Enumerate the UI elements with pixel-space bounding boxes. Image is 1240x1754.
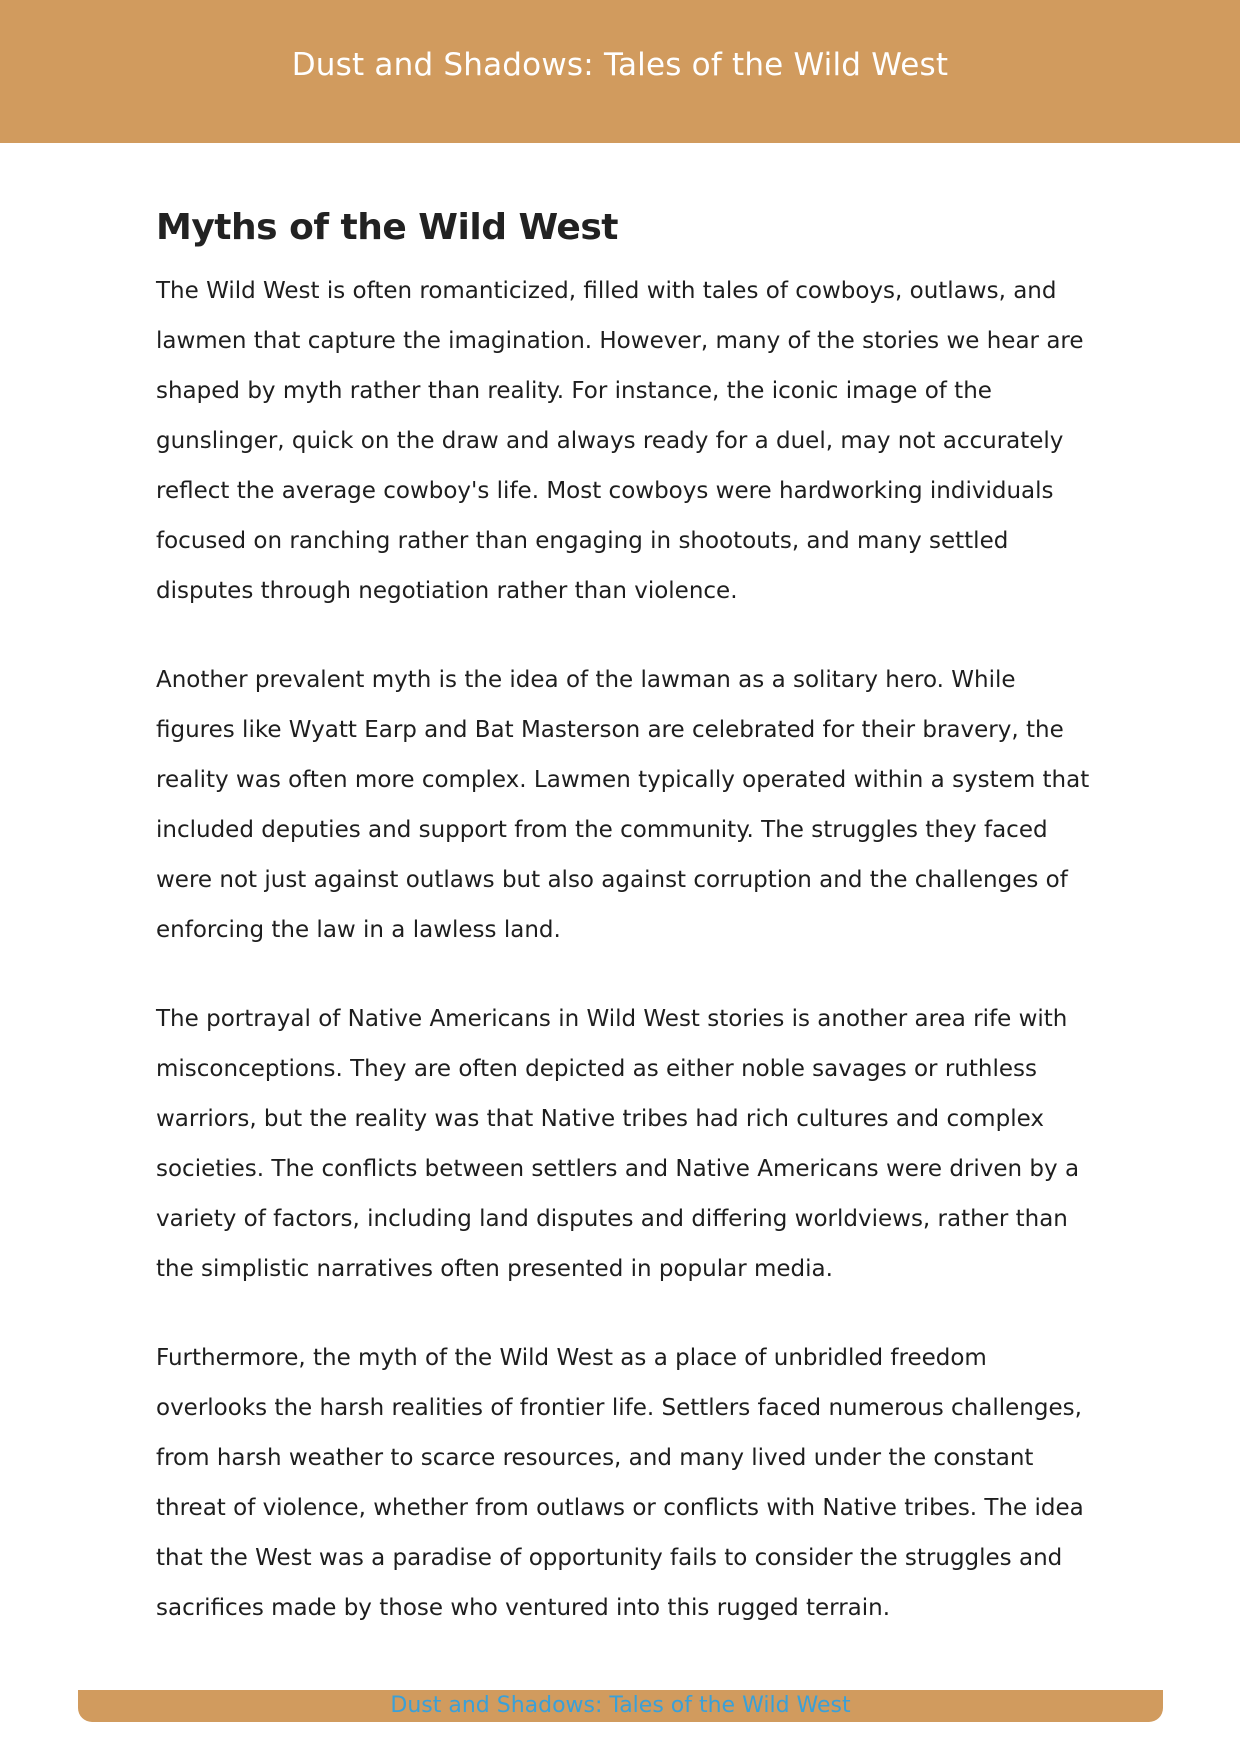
article — [156, 200, 1096, 1672]
paragraph-1: The Wild West is often romanticized, filled with tales of cowboys, outlaws, and lawmen that capture the imagination. However, many of the stories we hear are shaped by myth rather than reality. For instance, the iconic image of the gunslinger, quick on the draw and always ready for a duel, may not accurately reflect the average cowboy's life. Most cowboys were hardworking individuals focused on ranching rather than engaging in shootouts, and many settled disputes through negotiation rather than violence. — [156, 278, 1084, 604]
header-title: Dust and Shadows: Tales of the Wild West — [291, 46, 949, 83]
page-title: Myths of the Wild West — [156, 207, 618, 248]
header-banner — [0, 0, 1240, 143]
footer-bar — [78, 1690, 1163, 1722]
footer-text: Dust and Shadows: Tales of the Wild West — [390, 1693, 851, 1718]
paragraph-3: The portrayal of Native Americans in Wild West stories is another area rife with misconceptions. They are often depicted as either noble savages or ruthless warriors, but the reality was that Native tribes had rich cultures and complex societies. The conflicts between settlers and Native Americans were driven by a variety of factors, including land disputes and differing worldviews, rather than the simplistic narratives often presented in popular media. — [156, 1006, 1080, 1282]
paragraph-2: Another prevalent myth is the idea of the lawman as a solitary hero. While figures like Wyatt Earp and Bat Masterson are celebrated for their bravery, the reality was often more complex. Lawmen typically operated within a system that included deputies and support from the community. The struggles they faced were not just against outlaws but also against corruption and the challenges of enforcing the law in a lawless land. — [156, 667, 1090, 943]
paragraph-4: Furthermore, the myth of the Wild West as a place of unbridled freedom overlooks the harsh realities of frontier life. Settlers faced numerous challenges, from harsh weather to scarce resources, and many lived under the constant threat of violence, whether from outlaws or conflicts with Native tribes. The idea that the West was a paradise of opportunity fails to consider the struggles and sacrifices made by those who ventured into this rugged terrain. — [156, 1345, 1084, 1621]
